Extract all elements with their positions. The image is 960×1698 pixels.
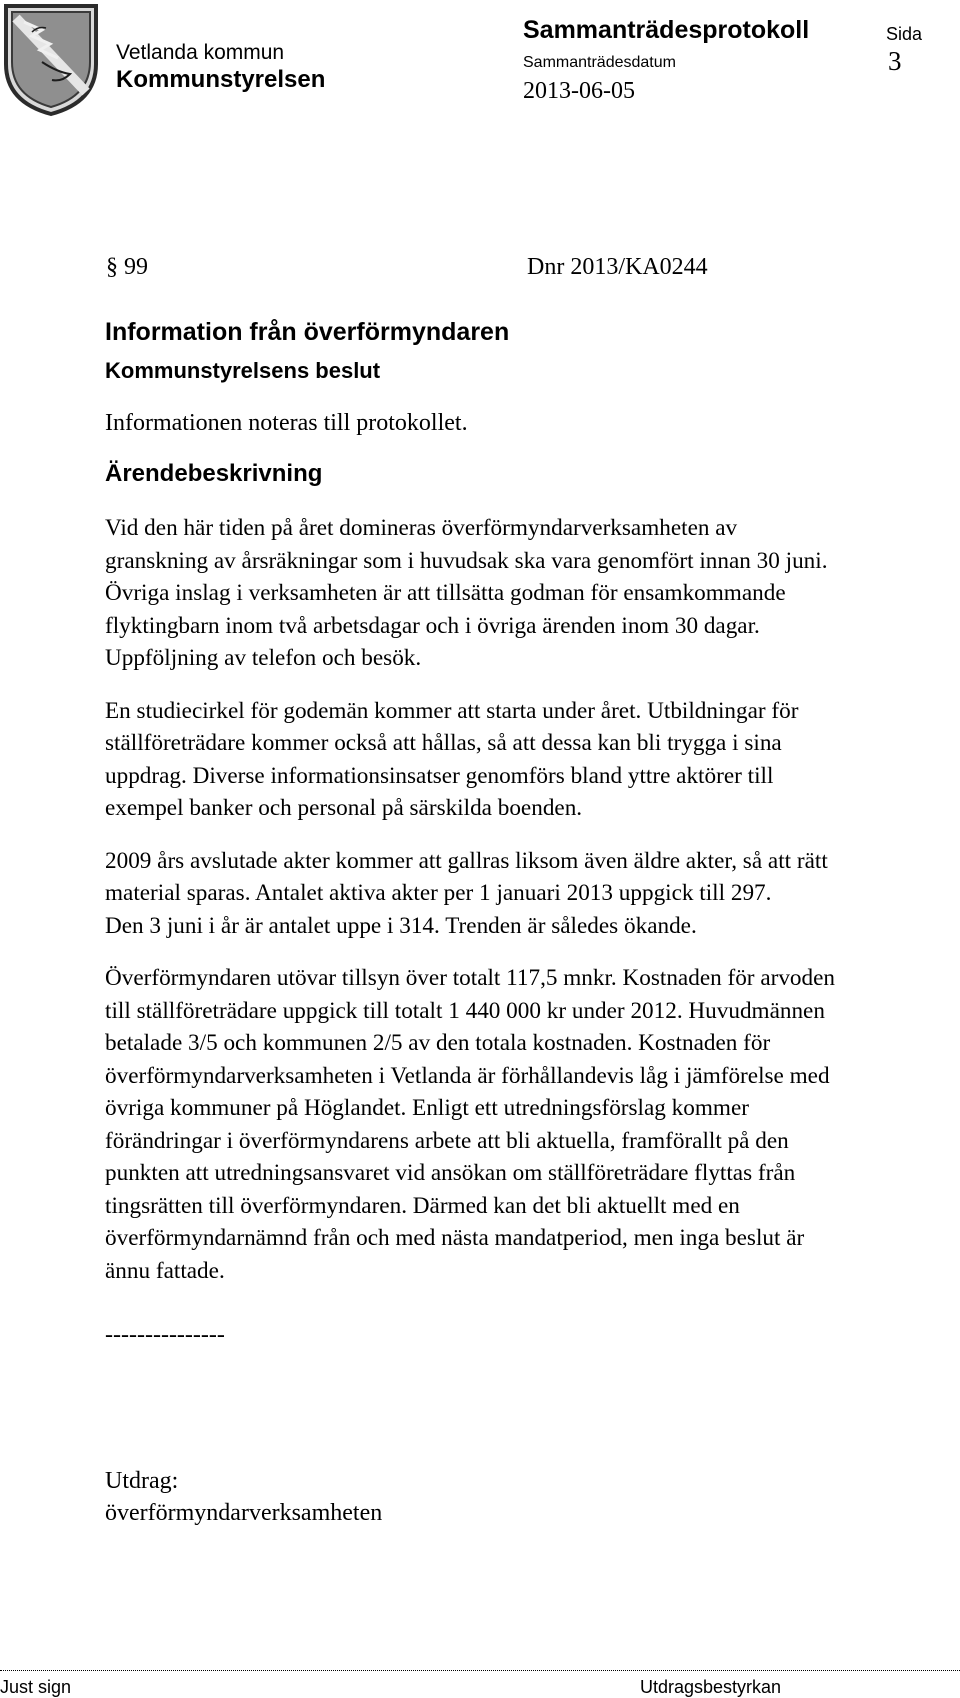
section-title: Information från överförmyndaren	[105, 318, 510, 346]
text-line: överförmyndarnämnd från och med nästa mandatperiod, men inga beslut är	[105, 1225, 805, 1251]
text-line: övriga kommuner på Höglandet. Enligt ett utredningsförslag kommer	[105, 1095, 749, 1121]
case-number: Dnr 2013/KA0244	[527, 254, 708, 280]
footer-divider	[0, 1670, 960, 1671]
paragraph	[105, 512, 835, 675]
text-line: granskning av årsräkningar som i huvudsak ska vara genomfört innan 30 juni.	[105, 547, 828, 574]
meeting-date-label: Sammanträdesdatum	[523, 54, 676, 71]
page-label: Sida	[886, 24, 923, 44]
text-line: till ställföreträdare uppgick till totalt 1 440 000 kr under 2012. Huvudmännen	[105, 997, 825, 1024]
text-line: flyktingbarn inom två arbetsdagar och i övriga ärenden inom 30 dagar.	[105, 612, 760, 639]
municipality-name: Vetlanda kommun	[116, 41, 285, 64]
paragraph	[105, 695, 835, 825]
text-line: uppdrag. Diverse informationsinsatser genomförs bland yttre aktörer till	[105, 762, 774, 789]
text-line: ännu fattade.	[105, 1257, 225, 1284]
coat-of-arms-icon	[2, 2, 100, 117]
text-line: Uppföljning av telefon och besök.	[105, 645, 422, 671]
text-line: ställföreträdare kommer också att hållas, så att dessa kan bli trygga i sina	[105, 730, 782, 756]
case-description	[105, 512, 835, 1287]
extract-label: Utdrag:	[105, 1468, 179, 1494]
text-line: förändringar i överförmyndarens arbete att bli aktuella, framförallt på den	[105, 1127, 789, 1154]
section-separator: ---------------	[105, 1322, 225, 1348]
page-number: 3	[888, 46, 902, 76]
text-line: En studiecirkel för godemän kommer att starta under året. Utbildningar för	[105, 697, 799, 724]
text-line: Överförmyndaren utövar tillsyn över totalt 117,5 mnkr. Kostnaden för arvoden	[105, 965, 836, 991]
paragraph	[105, 962, 835, 1287]
footer-just-sign: Just sign	[0, 1677, 72, 1697]
text-line: 2009 års avslutade akter kommer att gallras liksom även äldre akter, så att rätt	[105, 847, 828, 874]
text-line: Övriga inslag i verksamheten är att tillsätta godman för ensamkommande	[105, 580, 786, 606]
text-line: överförmyndarverksamheten i Vetlanda är förhållandevis låg i jämförelse med	[105, 1062, 830, 1089]
extract-recipient: överförmyndarverksamheten	[105, 1500, 383, 1526]
footer-extract-certification: Utdragsbestyrkan	[640, 1677, 782, 1697]
decision-heading: Kommunstyrelsens beslut	[105, 358, 381, 383]
text-line: betalade 3/5 och kommunen 2/5 av den totala kostnaden. Kostnaden för	[105, 1030, 771, 1056]
section-number: § 99	[106, 254, 148, 280]
text-line: exempel banker och personal på särskilda boenden.	[105, 795, 583, 821]
description-heading: Ärendebeskrivning	[105, 460, 323, 487]
text-line: punkten att utredningsansvaret vid ansökan om ställföreträdare flyttas från	[105, 1160, 796, 1186]
board-name: Kommunstyrelsen	[116, 66, 326, 93]
decision-text: Informationen noteras till protokollet.	[105, 410, 468, 436]
text-line: material sparas. Antalet aktiva akter per 1 januari 2013 uppgick till 297.	[105, 880, 772, 906]
text-line: Vid den här tiden på året domineras överförmyndarverksamheten av	[105, 515, 738, 541]
document-title: Sammanträdesprotokoll	[523, 16, 810, 44]
meeting-date: 2013-06-05	[523, 78, 635, 104]
text-line: tingsrätten till överförmyndaren. Därmed kan det bli aktuellt med en	[105, 1192, 740, 1219]
text-line: Den 3 juni i år är antalet uppe i 314. Trenden är således ökande.	[105, 912, 697, 939]
paragraph	[105, 845, 835, 943]
